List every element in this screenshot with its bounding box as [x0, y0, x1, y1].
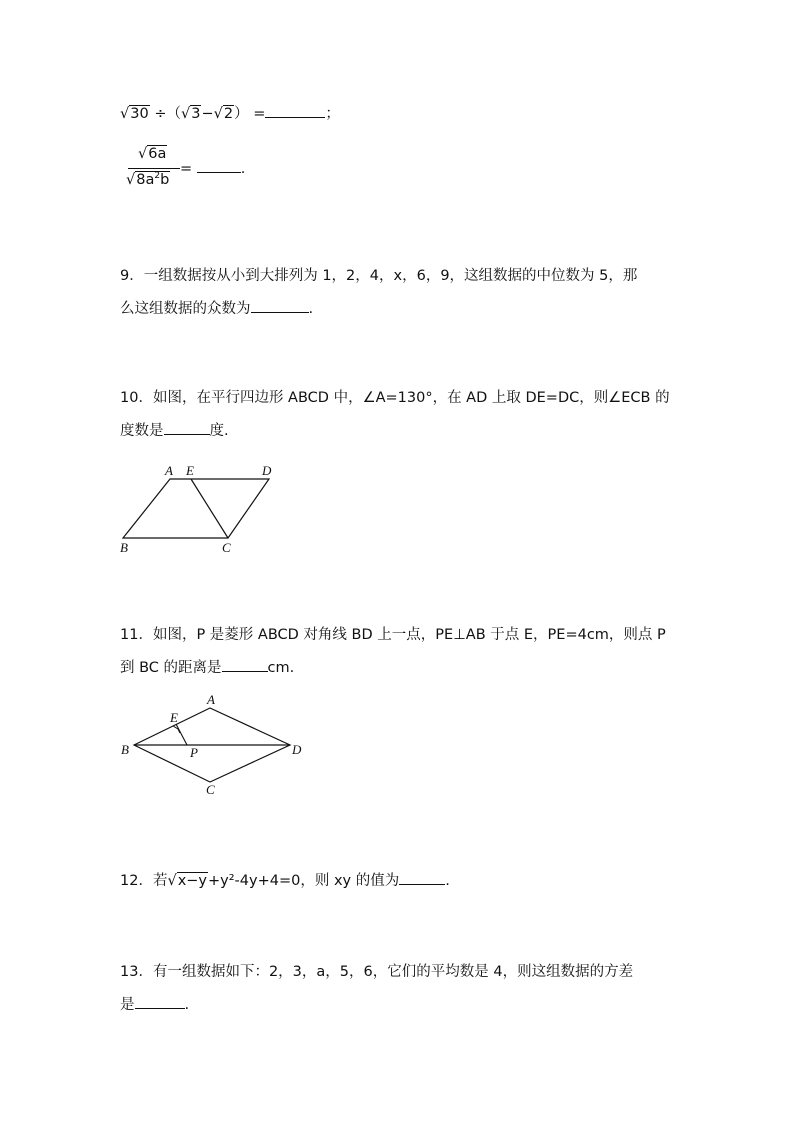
period: . [308, 301, 314, 317]
fraction-bar [128, 168, 180, 169]
label-e: E [186, 463, 194, 478]
answer-blank[interactable] [251, 298, 309, 313]
answer-blank[interactable] [222, 657, 268, 672]
answer-blank[interactable] [265, 103, 325, 118]
equals-sign: = [253, 106, 266, 122]
q13-line1: 13．有一组数据如下：2，3，a，5，6，它们的平均数是 4，则这组数据的方差 [120, 964, 634, 980]
q12-equation: +y²-4y+4=0，则 xy 的值为 [208, 873, 400, 889]
equals-sign: = [180, 161, 193, 177]
label-p: P [190, 745, 198, 760]
label-b: B [121, 742, 129, 757]
q11-line1: 11．如图，P 是菱形 ABCD 对角线 BD 上一点，PE⊥AB 于点 E，PE=4cm，则点 P [120, 627, 666, 643]
question-sqrt-division [120, 103, 340, 124]
fraction-equals [180, 158, 245, 177]
segment-pe [176, 724, 187, 745]
label-c: C [222, 540, 231, 555]
answer-blank[interactable] [164, 420, 210, 435]
fraction-numerator [138, 146, 167, 162]
parallelogram-figure [110, 458, 290, 558]
radicand: x−y [177, 873, 208, 889]
period: . [240, 161, 246, 177]
rhombus-figure [112, 690, 312, 802]
numerator-text: 6a [148, 146, 167, 162]
label-d: D [292, 742, 302, 757]
q11-unit: cm. [267, 660, 295, 676]
fraction-denominator [126, 171, 170, 188]
divide-sign: ÷ [154, 106, 167, 122]
q12-prefix: 12．若 [120, 873, 168, 889]
label-a: A [165, 463, 173, 478]
q10-line1: 10．如图，在平行四边形 ABCD 中，∠A=130°，在 AD 上取 DE=DC，则∠ECB 的 [120, 390, 670, 406]
period: . [445, 873, 450, 889]
sqrt-x-minus-y: √x−y [167, 873, 208, 889]
answer-blank[interactable] [399, 870, 445, 885]
q10-line2 [120, 420, 229, 441]
period: . [184, 997, 190, 1013]
sqrt-3: √3 [180, 106, 201, 122]
answer-blank[interactable] [135, 994, 185, 1009]
q9-text: 么这组数据的众数为 [120, 301, 251, 317]
den-exponent: 2 [154, 171, 161, 181]
sqrt-30: √30 [120, 106, 149, 122]
close-paren: ） [234, 106, 249, 122]
minus-sign: − [201, 106, 214, 122]
semicolon: ； [325, 106, 340, 122]
q12-line [120, 870, 450, 891]
q13-line2 [120, 994, 189, 1015]
q13-text: 是 [120, 997, 135, 1013]
sqrt-8a2b: $√8a^2b$ [126, 171, 170, 188]
q11-line2 [120, 657, 294, 678]
q10-text: 度数是 [120, 423, 164, 439]
label-e: E [170, 710, 178, 725]
den-8a: 8a [136, 171, 155, 188]
q9-line1: 9．一组数据按从小到大排列为 1，2，4，x，6，9，这组数据的中位数为 5，那 [120, 268, 638, 284]
sqrt-2: √2 [213, 106, 234, 122]
answer-blank[interactable] [197, 158, 241, 173]
question-fraction [124, 146, 284, 196]
segment-ec [191, 479, 228, 538]
label-b: B [120, 540, 128, 555]
sqrt-6a: √6a [138, 146, 167, 162]
q11-text: 到 BC 的距离是 [120, 660, 222, 676]
label-c: C [206, 782, 215, 797]
label-a: A [207, 692, 215, 707]
label-d: D [262, 463, 272, 478]
open-paren: （ [166, 106, 181, 122]
q10-unit: 度. [209, 423, 229, 439]
q9-line2 [120, 298, 313, 319]
den-b: b [160, 171, 170, 188]
